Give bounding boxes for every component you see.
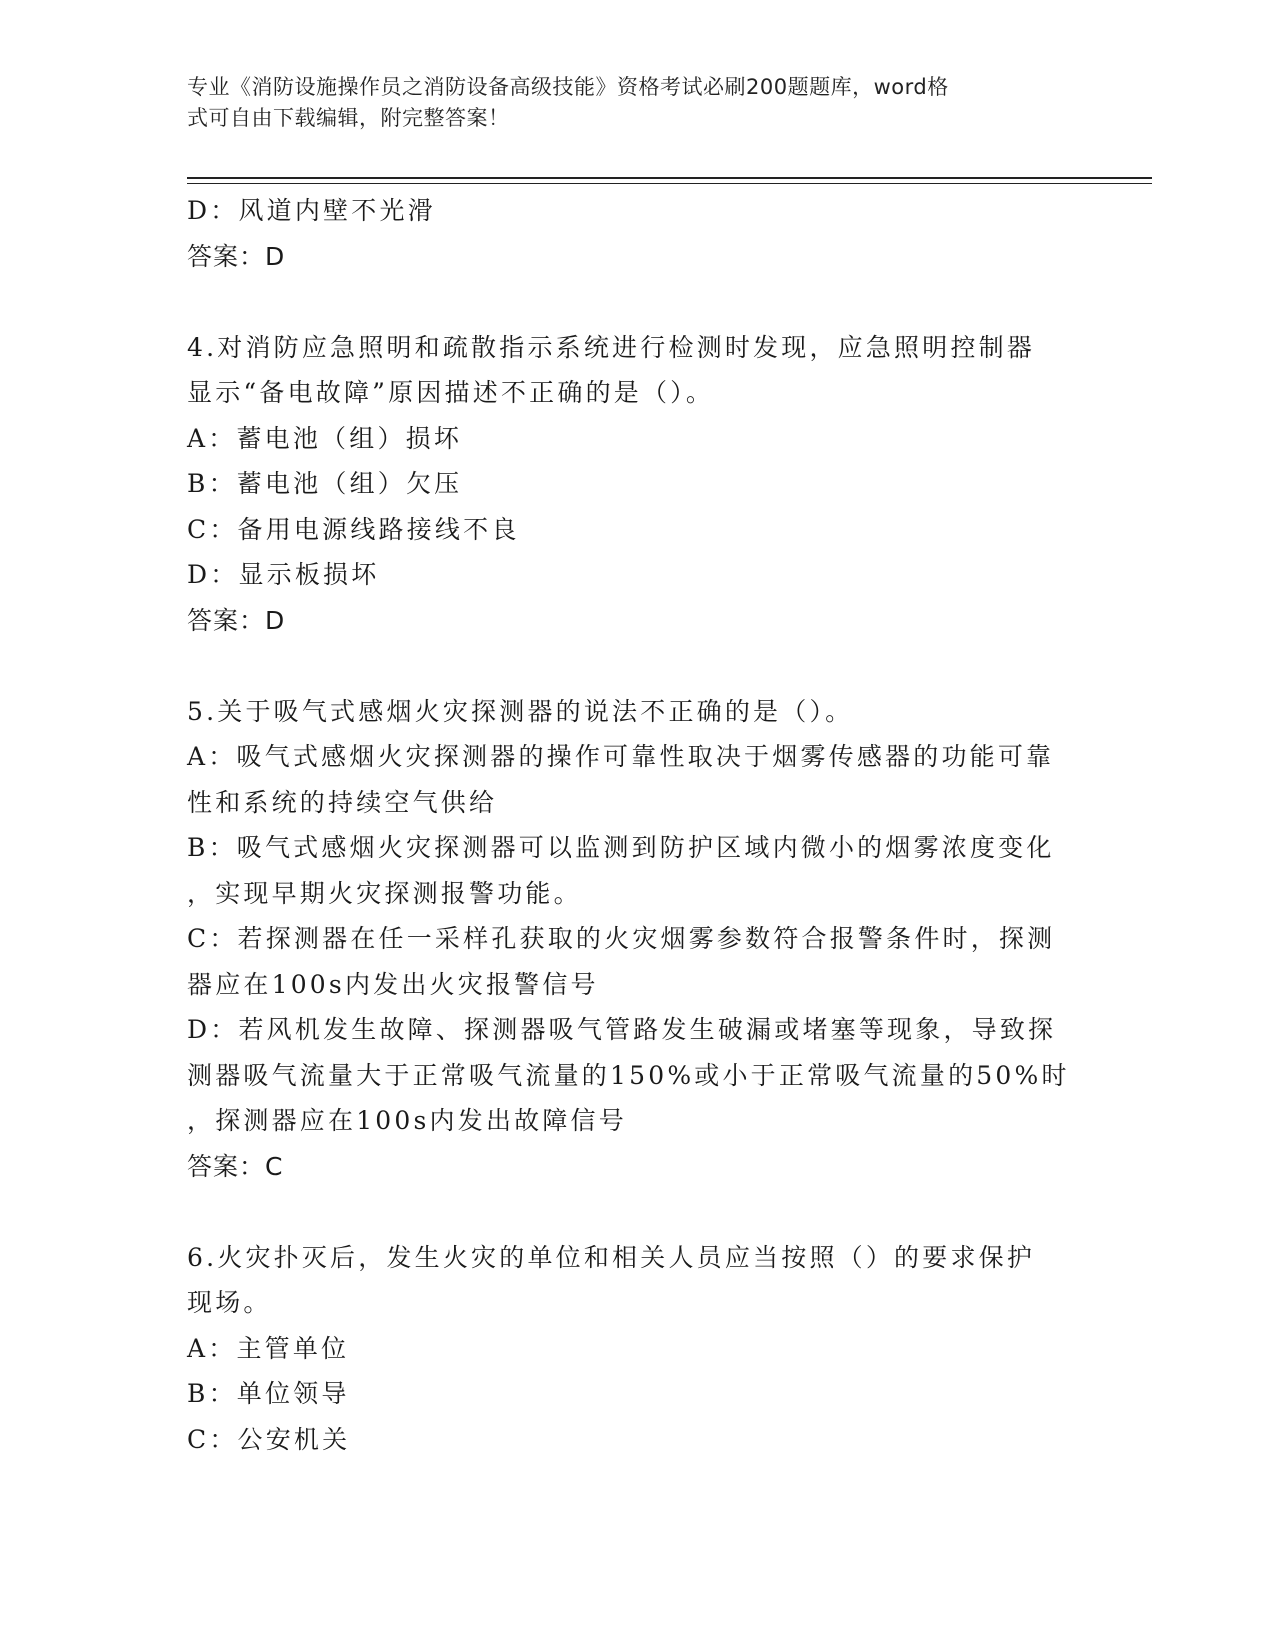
question-4-option-c: C：备用电源线路接线不良: [187, 514, 520, 544]
question-4-stem-line-1: 4.对消防应急照明和疏散指示系统进行检测时发现，应急照明控制器: [187, 332, 1036, 362]
header-line-2: 式可自由下载编辑，附完整答案！: [187, 106, 510, 130]
question-4-answer: 答案：D: [187, 605, 286, 635]
header-divider-thin: [187, 183, 1152, 184]
header-line-1: 专业《消防设施操作员之消防设备高级技能》资格考试必刷200题题库，word格: [187, 75, 949, 99]
question-5-option-d-line-3: ，探测器应在100s内发出故障信号: [187, 1106, 627, 1135]
question-content: [187, 188, 1087, 1462]
question-5-option-b-line-1: B：吸气式感烟火灾探测器可以监测到防护区域内微小的烟雾浓度变化: [187, 833, 1055, 862]
spacer: [187, 279, 1087, 325]
header-divider-thick: [187, 177, 1152, 179]
question-6-option-c: C：公安机关: [187, 1424, 351, 1454]
question-5-option-b-line-2: ，实现早期火灾探测报警功能。: [187, 878, 582, 908]
question-4-option-a: A：蓄电池（组）损坏: [187, 423, 463, 453]
question-6-option-b: B：单位领导: [187, 1379, 350, 1408]
question-5-option-c-line-1: C：若探测器在任一采样孔获取的火灾烟雾参数符合报警条件时，探测: [187, 924, 1056, 953]
question-5-option-a-line-2: 性和系统的持续空气供给: [187, 787, 498, 817]
question-6-option-a: A：主管单位: [187, 1333, 350, 1363]
spacer: [187, 1189, 1087, 1235]
prev-question-option-d: D：风道内壁不光滑: [187, 196, 436, 225]
question-6-stem-line-1: 6.火灾扑灭后，发生火灾的单位和相关人员应当按照（）的要求保护: [187, 1242, 1036, 1272]
question-6: [187, 1235, 1087, 1463]
question-5-option-d-line-1: D：若风机发生故障、探测器吸气管路发生破漏或堵塞等现象，导致探: [187, 1015, 1057, 1044]
document-header: [187, 72, 1087, 134]
question-5-option-c-line-2: 器应在100s内发出火灾报警信号: [187, 969, 599, 999]
question-4-stem-line-2: 显示“备电故障”原因描述不正确的是（）。: [187, 378, 715, 407]
question-4-option-d: D：显示板损坏: [187, 560, 380, 589]
spacer: [187, 643, 1087, 689]
question-5-option-d-line-2: 测器吸气流量大于正常吸气流量的150%或小于正常吸气流量的50%时: [187, 1060, 1070, 1090]
question-6-stem-line-2: 现场。: [187, 1288, 272, 1317]
question-5-stem: 5.关于吸气式感烟火灾探测器的说法不正确的是（）。: [187, 696, 854, 726]
question-5-option-a-line-1: A：吸气式感烟火灾探测器的操作可靠性取决于烟雾传感器的功能可靠: [187, 742, 1055, 771]
question-4: [187, 325, 1087, 644]
question-4-option-b: B：蓄电池（组）欠压: [187, 469, 463, 498]
question-5-answer: 答案：C: [187, 1151, 284, 1181]
prev-question-answer: 答案：D: [187, 241, 286, 271]
question-5: [187, 689, 1087, 1190]
